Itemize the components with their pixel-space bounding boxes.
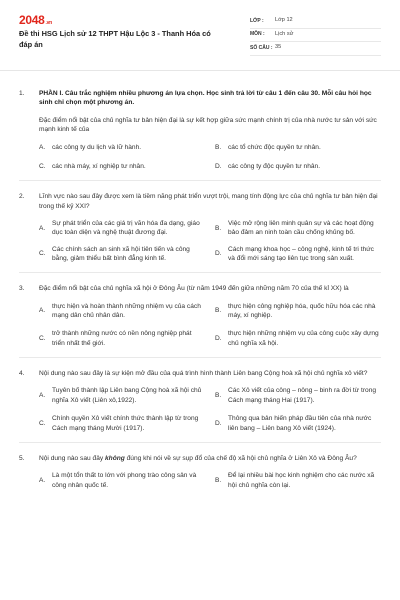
option-letter: A.: [39, 307, 46, 315]
question-text: Lĩnh vực nào sau đây được xem là tiềm năng phát triển vượt trội, mang tính động lực của chủ nghĩa tư bản hiện đại trong thế kỷ XXI?: [39, 193, 378, 210]
question-text-emphasis: không: [105, 454, 125, 462]
option-c[interactable]: [39, 414, 205, 433]
meta-value: 35: [275, 44, 282, 51]
meta-label: MÔN :: [250, 31, 265, 38]
option-letter: A.: [39, 144, 46, 152]
option-text: Để lại nhiều bài học kinh nghiệm cho các nước xã hội chủ nghĩa còn lại.: [228, 472, 375, 489]
question-number: 2.: [19, 193, 25, 201]
option-text: thực hiện những nhiệm vụ của công cuộc xây dựng chủ nghĩa xã hội.: [228, 330, 379, 347]
option-letter: C.: [39, 250, 46, 258]
option-letter: A.: [39, 392, 46, 400]
option-text: các công ty độc quyền tư nhân.: [228, 162, 321, 170]
option-letter: B.: [215, 224, 222, 232]
option-text: Thông qua bản hiến pháp đầu tiên của nhà nước liên bang – Liên bang Xô viết (1924).: [228, 415, 372, 432]
question-text-after: đúng khi nói về sự sụp đổ của chế độ xã hội chủ nghĩa ở Liên Xô và Đông Âu?: [124, 454, 357, 462]
logo-suffix: .vn: [45, 20, 52, 26]
option-a[interactable]: [39, 143, 205, 152]
question-1: [19, 89, 381, 171]
option-letter: C.: [39, 162, 46, 170]
option-text: các công ty du lịch và lữ hành.: [52, 144, 142, 152]
answer-options: [37, 386, 381, 432]
option-letter: B.: [215, 307, 222, 315]
option-letter: D.: [215, 162, 222, 170]
question-divider: [19, 357, 381, 358]
question-divider: [19, 180, 381, 181]
document-header: [19, 12, 381, 62]
option-a[interactable]: [39, 219, 205, 238]
option-b[interactable]: [215, 302, 381, 321]
option-text: Việc mở rộng liên minh quân sự và các hoạt động bảo đảm an ninh toàn cầu chống khủng bố.: [228, 219, 374, 237]
option-text: trở thành những nước có nền nông nghiệp phát triển nhất thế giới.: [52, 330, 192, 347]
meta-row-count: [250, 42, 381, 56]
option-text: Các chính sách an sinh xã hội tiên tiến và công bằng, giảm thiểu bất bình đẳng kinh tế.: [52, 245, 190, 262]
option-c[interactable]: [39, 162, 205, 171]
option-text: Cách mạng khoa học – công nghệ, kinh tế tri thức và đổi mới sáng tạo liên tục trong sản xuất.: [228, 245, 374, 262]
question-5: [19, 454, 381, 490]
option-letter: A.: [39, 476, 46, 484]
answer-options: [37, 219, 381, 263]
question-number: 4.: [19, 370, 25, 378]
question-number: 5.: [19, 454, 25, 462]
option-b[interactable]: [215, 471, 381, 490]
logo-main: 2048: [19, 13, 45, 27]
option-letter: D.: [215, 250, 222, 258]
option-text: Các Xô viết của công – nông – binh ra đời từ trong Cách mạng tháng Hai (1917).: [228, 387, 377, 404]
option-text: các nhà máy, xí nghiệp tư nhân.: [52, 162, 146, 170]
meta-value: Lớp 12: [275, 17, 293, 24]
option-b[interactable]: [215, 386, 381, 405]
option-letter: D.: [215, 335, 222, 343]
answer-options: [37, 302, 381, 348]
question-list: [19, 89, 381, 490]
option-text: thực hiện và hoàn thành những nhiệm vụ của cách mạng dân chủ nhân dân.: [52, 302, 201, 320]
option-text: các tổ chức độc quyền tư nhân.: [228, 144, 321, 152]
option-letter: B.: [215, 144, 222, 152]
meta-value: Lịch sử: [275, 30, 294, 37]
option-b[interactable]: [215, 143, 381, 152]
header-divider: [0, 70, 400, 71]
question-text: Đặc điểm nổi bật của chủ nghĩa tư bản hiện đại là sự kết hợp giữa sức mạnh chính trị của nhà nước tư sản với sức mạnh kinh tế của: [39, 116, 377, 134]
meta-label: SỐ CÂU :: [250, 44, 273, 51]
meta-label: LỚP :: [250, 17, 264, 24]
question-4: [19, 369, 381, 433]
question-2: [19, 192, 381, 263]
question-divider: [19, 272, 381, 273]
option-c[interactable]: [39, 329, 205, 348]
option-letter: A.: [39, 224, 46, 232]
question-text: Đặc điểm nổi bật của chủ nghĩa xã hội ở Đông Âu (từ năm 1949 đến giữa những năm 70 của thế kỉ XX) là: [39, 285, 349, 293]
option-text: Chính quyền Xô viết chính thức thành lập từ trong Cách mạng tháng Mười (1917).: [52, 415, 199, 432]
option-letter: C.: [39, 419, 46, 427]
answer-options: [37, 471, 381, 490]
question-divider: [19, 442, 381, 443]
option-letter: B.: [215, 392, 222, 400]
option-text: Sự phát triển của các giá trị văn hóa đa dạng, giáo dục toàn diện và nghệ thuật đương đại.: [52, 219, 200, 237]
option-letter: D.: [215, 419, 222, 427]
option-letter: B.: [215, 476, 222, 484]
option-a[interactable]: [39, 471, 205, 490]
option-d[interactable]: [215, 329, 381, 348]
option-text: Là một tổn thất to lớn với phong trào công sản và công nhân quốc tế.: [52, 472, 197, 489]
option-text: Tuyên bố thành lập Liên bang Cộng hoà xã hội chủ nghĩa Xô viết (Liên xô,1922).: [52, 387, 202, 404]
question-text-before: Nội dung nào sau đây: [39, 454, 105, 462]
question-3: [19, 284, 381, 348]
meta-row-subject: [250, 29, 381, 43]
question-text: [37, 454, 381, 463]
option-d[interactable]: [215, 162, 381, 171]
document-meta: [250, 15, 381, 56]
document-title: Đề thi HSG Lịch sử 12 THPT Hậu Lộc 3 - Thanh Hóa có đáp án: [19, 29, 211, 49]
question-number: 3.: [19, 285, 25, 293]
answer-options: [37, 143, 381, 171]
option-a[interactable]: [39, 302, 205, 321]
option-letter: C.: [39, 335, 46, 343]
option-text: thực hiện công nghiệp hóa, quốc hữu hóa các nhà máy, xí nghiệp.: [228, 302, 376, 320]
question-number: 1.: [19, 90, 25, 97]
option-b[interactable]: [215, 219, 381, 238]
option-d[interactable]: [215, 245, 381, 264]
question-text: Nội dung nào sau đây là sự kiện mở đầu của quá trình hình thành Liên bang Cộng hoà xã hội chủ nghĩa xô viết?: [39, 370, 368, 378]
option-a[interactable]: [39, 386, 205, 405]
part-instructions: PHẦN I. Câu trắc nghiệm nhiều phương án lựa chọn. Học sinh trả lời từ câu 1 đến câu 30. Mỗi câu hỏi học sinh chỉ chọn một phương án.: [39, 90, 372, 107]
option-d[interactable]: [215, 414, 381, 433]
meta-row-class: [250, 15, 381, 29]
option-c[interactable]: [39, 245, 205, 264]
